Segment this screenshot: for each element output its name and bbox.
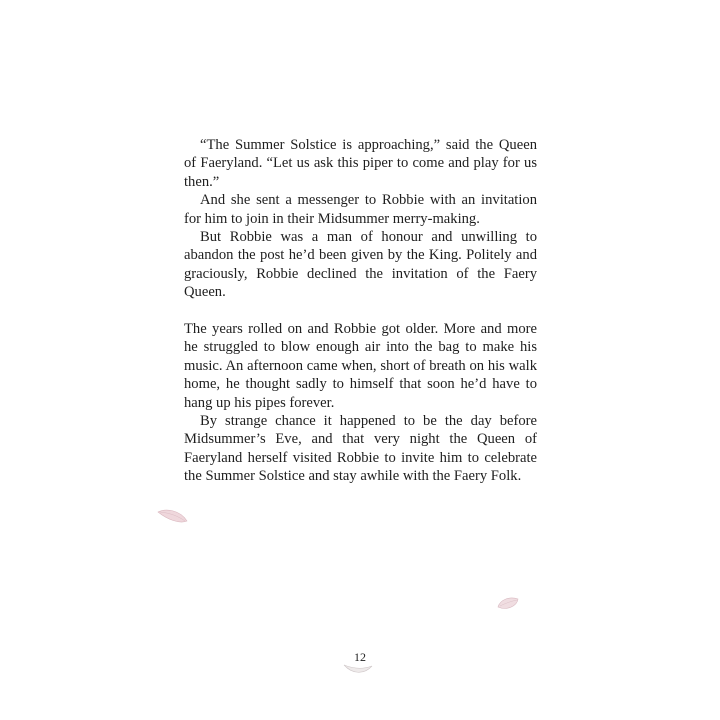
section-break [184, 302, 537, 320]
page-number: 12 [354, 650, 366, 664]
paragraph-4: The years rolled on and Robbie got older. More and more he struggled to blow enough air into the bag to make his music. An afternoon came when, short of breath on his walk home, he thought sadly to himself that soon he’d have to hang up his pipes forever. [184, 321, 537, 411]
story-text [184, 136, 537, 486]
paragraph-5: By strange chance it happened to be the day before Midsummer’s Eve, and that very night the Queen of Faeryland herself visited Robbie to invite him to celebrate the Summer Solstice and stay awhile with the Faery Folk. [184, 413, 537, 485]
paragraph-3: But Robbie was a man of honour and unwilling to abandon the post he’d been given by the King. Politely and graciously, Robbie declined the invitation of the Faery Queen. [184, 229, 537, 301]
petal-left-icon [156, 506, 190, 526]
petal-right-icon [495, 595, 521, 613]
paragraph-2: And she sent a messenger to Robbie with an invitation for him to join in their Midsummer merry-making. [184, 192, 537, 227]
paragraph-1: “The Summer Solstice is approaching,” said the Queen of Faeryland. “Let us ask this piper to come and play for us then.” [184, 137, 537, 190]
